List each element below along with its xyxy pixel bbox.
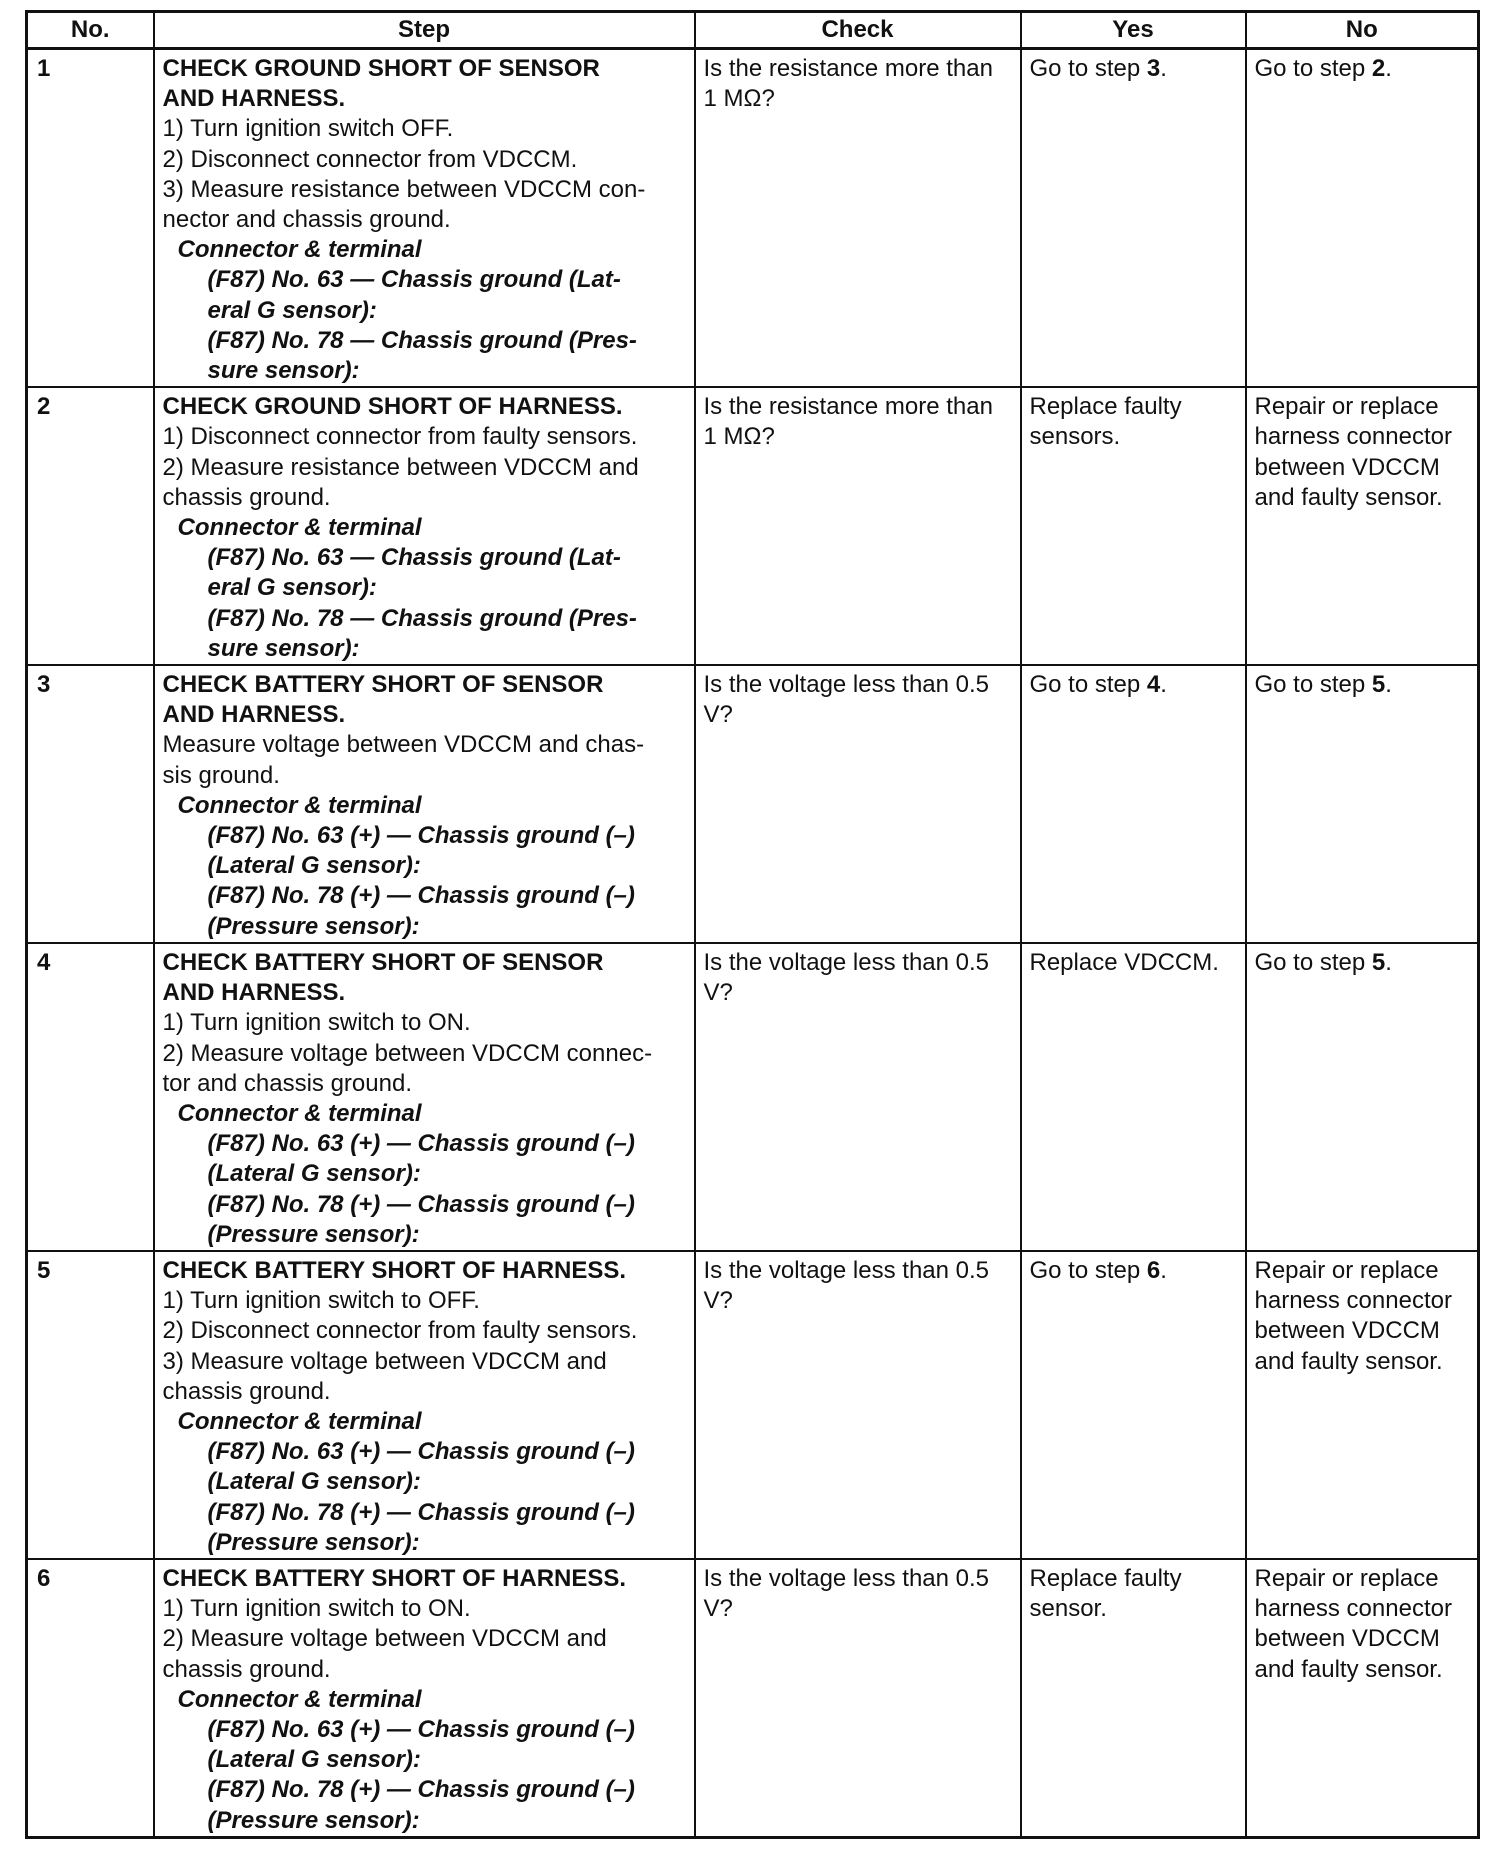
yes-cell xyxy=(1021,1559,1246,1837)
yes-cell xyxy=(1021,943,1246,1251)
check-cell xyxy=(695,1559,1021,1837)
goto-suffix: . xyxy=(1385,671,1392,699)
step-instruction: 1) Turn ignition switch to ON. xyxy=(162,1595,471,1623)
table-row xyxy=(27,1559,1479,1837)
goto-step-number: 2 xyxy=(1371,55,1386,82)
goto-prefix: Go to step xyxy=(1029,671,1147,699)
yes-cell xyxy=(1021,387,1246,665)
check-line: Is the resistance more than xyxy=(703,55,993,82)
yes-cell xyxy=(1021,665,1246,943)
no-cell-line: between VDCCM xyxy=(1254,1317,1440,1345)
goto-prefix: Go to step xyxy=(1254,671,1372,699)
yes-cell-text xyxy=(1030,670,1237,700)
terminal-spec: (F87) No. 63 (+) — Chassis ground (–) xyxy=(207,822,635,850)
terminal-spec: (Pressure sensor): xyxy=(207,1806,420,1834)
yes-cell-line: Replace VDCCM. xyxy=(1029,948,1219,976)
no-cell-line: harness connector xyxy=(1254,423,1452,451)
step-cell xyxy=(154,1559,695,1837)
goto-step-number: 4 xyxy=(1146,671,1161,699)
goto-step-number: 3 xyxy=(1146,55,1161,82)
goto-prefix: Go to step xyxy=(1029,1256,1147,1284)
goto-prefix: Go to step xyxy=(1254,55,1372,82)
goto-step-number: 5 xyxy=(1371,671,1386,699)
no-cell xyxy=(1246,943,1479,1251)
check-line: V? xyxy=(703,1595,733,1623)
no-cell-text xyxy=(1255,948,1470,978)
header-row xyxy=(27,12,1479,49)
step-cell xyxy=(154,387,695,665)
step-title: AND HARNESS. xyxy=(162,85,346,113)
terminal-spec: (F87) No. 78 (+) — Chassis ground (–) xyxy=(207,1190,635,1218)
header-yes: Yes xyxy=(1021,12,1246,49)
step-title: CHECK BATTERY SHORT OF SENSOR xyxy=(162,948,604,976)
goto-suffix: . xyxy=(1160,55,1167,82)
check-line: 1 MΩ? xyxy=(703,423,775,451)
step-title: CHECK BATTERY SHORT OF SENSOR xyxy=(162,671,604,699)
goto-step-number: 6 xyxy=(1146,1256,1161,1284)
check-cell xyxy=(695,49,1021,388)
terminal-spec: (F87) No. 78 — Chassis ground (Pres- xyxy=(207,326,637,354)
header-step: Step xyxy=(154,12,695,49)
step-instruction: 1) Turn ignition switch OFF. xyxy=(162,115,454,143)
yes-cell-line: sensors. xyxy=(1029,423,1121,451)
goto-suffix: . xyxy=(1160,1256,1167,1284)
check-line: 1 MΩ? xyxy=(703,85,775,113)
step-instruction: 3) Measure resistance between VDCCM con- xyxy=(162,175,646,203)
terminal-spec: (F87) No. 63 (+) — Chassis ground (–) xyxy=(207,1715,635,1743)
check-line: Is the resistance more than xyxy=(703,393,993,421)
step-title: AND HARNESS. xyxy=(162,979,346,1007)
no-cell xyxy=(1246,387,1479,665)
terminal-spec: eral G sensor): xyxy=(207,296,377,324)
table-row xyxy=(27,387,1479,665)
table-row xyxy=(27,943,1479,1251)
terminal-spec: sure sensor): xyxy=(207,634,360,662)
row-number: 3 xyxy=(27,665,154,943)
header-no: No. xyxy=(27,12,154,49)
no-cell-line: Repair or replace xyxy=(1254,1564,1439,1592)
terminal-spec: (F87) No. 63 — Chassis ground (Lat- xyxy=(207,266,621,294)
step-title: CHECK GROUND SHORT OF SENSOR xyxy=(162,55,600,82)
no-cell-text xyxy=(1255,670,1470,700)
yes-cell-line: sensor. xyxy=(1029,1595,1107,1623)
goto-suffix: . xyxy=(1385,55,1392,82)
connector-terminal-label: Connector & terminal xyxy=(177,791,422,819)
terminal-spec: (F87) No. 78 (+) — Chassis ground (–) xyxy=(207,1498,635,1526)
step-instruction: Measure voltage between VDCCM and chas- xyxy=(162,731,645,759)
check-cell xyxy=(695,387,1021,665)
step-cell xyxy=(154,665,695,943)
no-cell xyxy=(1246,665,1479,943)
terminal-spec: (F87) No. 63 — Chassis ground (Lat- xyxy=(207,544,621,572)
goto-suffix: . xyxy=(1160,671,1167,699)
connector-terminal-label: Connector & terminal xyxy=(177,1685,422,1713)
check-line: Is the voltage less than 0.5 xyxy=(703,1564,990,1592)
no-cell-text xyxy=(1255,54,1470,84)
check-cell xyxy=(695,943,1021,1251)
table-row xyxy=(27,1251,1479,1559)
step-instruction: 1) Turn ignition switch to OFF. xyxy=(162,1287,480,1315)
row-number: 6 xyxy=(27,1559,154,1837)
goto-prefix: Go to step xyxy=(1029,55,1147,82)
check-line: V? xyxy=(703,979,733,1007)
connector-terminal-label: Connector & terminal xyxy=(177,514,422,542)
goto-prefix: Go to step xyxy=(1254,948,1372,976)
terminal-spec: (F87) No. 78 (+) — Chassis ground (–) xyxy=(207,882,635,910)
check-line: V? xyxy=(703,701,733,729)
step-instruction: chassis ground. xyxy=(162,483,331,511)
check-line: V? xyxy=(703,1287,733,1315)
terminal-spec: (F87) No. 78 (+) — Chassis ground (–) xyxy=(207,1776,635,1804)
step-instruction: 2) Disconnect connector from VDCCM. xyxy=(162,145,578,173)
goto-suffix: . xyxy=(1385,948,1392,976)
step-instruction: 3) Measure voltage between VDCCM and xyxy=(162,1347,607,1375)
row-number: 2 xyxy=(27,387,154,665)
goto-step-number: 5 xyxy=(1371,948,1386,976)
step-title: CHECK BATTERY SHORT OF HARNESS. xyxy=(162,1256,627,1284)
yes-cell-line: Replace faulty xyxy=(1029,393,1182,421)
connector-terminal-label: Connector & terminal xyxy=(177,1099,422,1127)
yes-cell xyxy=(1021,1251,1246,1559)
terminal-spec: (F87) No. 63 (+) — Chassis ground (–) xyxy=(207,1130,635,1158)
terminal-spec: (Pressure sensor): xyxy=(207,912,420,940)
step-instruction: chassis ground. xyxy=(162,1377,331,1405)
no-cell-line: Repair or replace xyxy=(1254,1256,1439,1284)
step-cell xyxy=(154,943,695,1251)
terminal-spec: (F87) No. 63 (+) — Chassis ground (–) xyxy=(207,1438,635,1466)
step-cell xyxy=(154,1251,695,1559)
check-line: Is the voltage less than 0.5 xyxy=(703,671,990,699)
step-instruction: nector and chassis ground. xyxy=(162,206,451,234)
terminal-spec: (Lateral G sensor): xyxy=(207,852,421,880)
step-title: AND HARNESS. xyxy=(162,701,346,729)
step-instruction: 1) Disconnect connector from faulty sensors. xyxy=(162,423,638,451)
no-cell-line: harness connector xyxy=(1254,1287,1452,1315)
step-title: CHECK GROUND SHORT OF HARNESS. xyxy=(162,393,623,421)
terminal-spec: sure sensor): xyxy=(207,357,360,385)
terminal-spec: (Lateral G sensor): xyxy=(207,1468,421,1496)
no-cell-line: and faulty sensor. xyxy=(1254,483,1443,511)
row-number: 5 xyxy=(27,1251,154,1559)
step-instruction: 2) Disconnect connector from faulty sensors. xyxy=(162,1317,638,1345)
diagnostic-table xyxy=(25,10,1480,1839)
check-line: Is the voltage less than 0.5 xyxy=(703,1256,990,1284)
step-instruction: 2) Measure voltage between VDCCM connec- xyxy=(162,1039,653,1067)
check-cell xyxy=(695,1251,1021,1559)
step-instruction: 1) Turn ignition switch to ON. xyxy=(162,1009,471,1037)
connector-terminal-label: Connector & terminal xyxy=(177,236,422,264)
terminal-spec: (Lateral G sensor): xyxy=(207,1746,421,1774)
no-cell-line: between VDCCM xyxy=(1254,453,1440,481)
terminal-spec: (Pressure sensor): xyxy=(207,1528,420,1556)
header-check: Check xyxy=(695,12,1021,49)
step-title: CHECK BATTERY SHORT OF HARNESS. xyxy=(162,1564,627,1592)
no-cell xyxy=(1246,49,1479,388)
no-cell xyxy=(1246,1251,1479,1559)
no-cell xyxy=(1246,1559,1479,1837)
table-row xyxy=(27,49,1479,388)
no-cell-line: and faulty sensor. xyxy=(1254,1347,1443,1375)
table-row xyxy=(27,665,1479,943)
yes-cell-text xyxy=(1030,1256,1237,1286)
no-cell-line: harness connector xyxy=(1254,1595,1452,1623)
terminal-spec: (Lateral G sensor): xyxy=(207,1160,421,1188)
terminal-spec: (Pressure sensor): xyxy=(207,1220,420,1248)
check-cell xyxy=(695,665,1021,943)
row-number: 1 xyxy=(27,49,154,388)
check-line: Is the voltage less than 0.5 xyxy=(703,948,990,976)
yes-cell xyxy=(1021,49,1246,388)
step-cell xyxy=(154,49,695,388)
yes-cell-text xyxy=(1030,54,1237,84)
no-cell-line: between VDCCM xyxy=(1254,1625,1440,1653)
yes-cell-line: Replace faulty xyxy=(1029,1564,1182,1592)
no-cell-line: and faulty sensor. xyxy=(1254,1655,1443,1683)
no-cell-line: Repair or replace xyxy=(1254,393,1439,421)
step-instruction: 2) Measure voltage between VDCCM and xyxy=(162,1625,607,1653)
step-instruction: 2) Measure resistance between VDCCM and xyxy=(162,453,639,481)
step-instruction: chassis ground. xyxy=(162,1655,331,1683)
terminal-spec: eral G sensor): xyxy=(207,574,377,602)
step-instruction: tor and chassis ground. xyxy=(162,1069,412,1097)
step-instruction: sis ground. xyxy=(162,761,280,789)
header-no-result: No xyxy=(1246,12,1479,49)
terminal-spec: (F87) No. 78 — Chassis ground (Pres- xyxy=(207,604,637,632)
connector-terminal-label: Connector & terminal xyxy=(177,1407,422,1435)
row-number: 4 xyxy=(27,943,154,1251)
